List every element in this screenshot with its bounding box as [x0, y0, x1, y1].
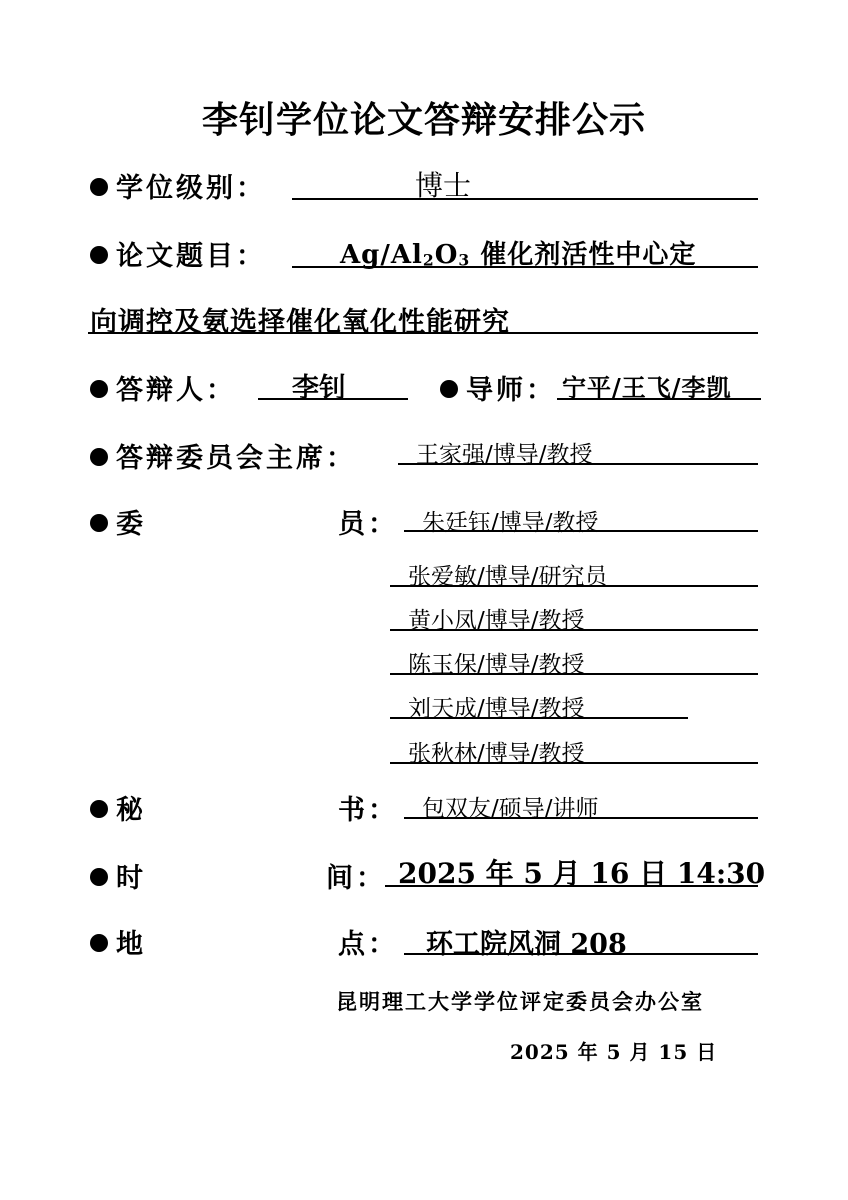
- member-item: 黄小凤/博导/教授: [408, 608, 585, 634]
- member-item: 张秋林/博导/教授: [408, 741, 585, 767]
- secretary-label-right: 书：: [338, 795, 398, 826]
- secretary-label-left: 秘: [116, 795, 146, 826]
- time-value: 2025 年 5 月 16 日 14:30: [398, 857, 766, 890]
- thesis-title-line1: [340, 234, 696, 271]
- members-label-row: [90, 502, 146, 541]
- members-label-right: 员：: [338, 509, 398, 540]
- thesis-line1-rest: 催化剂活性中心定: [470, 240, 697, 270]
- chem-sub-2: 3: [458, 250, 471, 270]
- advisor-label: 导师：: [466, 375, 556, 406]
- defender-label: 答辩人：: [116, 375, 236, 406]
- degree-label-row: [90, 166, 266, 205]
- defender-label-row: [90, 368, 236, 407]
- bullet-icon: [90, 800, 108, 818]
- chair-label: 答辩委员会主席：: [116, 443, 356, 474]
- bullet-icon: [440, 380, 458, 398]
- member-item: 张爱敏/博导/研究员: [408, 564, 608, 590]
- chair-value: 王家强/博导/教授: [416, 442, 593, 468]
- place-label-right: 点：: [338, 929, 398, 960]
- bullet-icon: [90, 868, 108, 886]
- thesis-label-row: [90, 234, 266, 273]
- bullet-icon: [90, 246, 108, 264]
- advisor-label-row: [440, 368, 556, 407]
- thesis-title-line2: 向调控及氨选择催化氧化性能研究: [90, 307, 510, 338]
- secretary-value: 包双友/硕导/讲师: [422, 796, 599, 822]
- member-item: 刘天成/博导/教授: [408, 696, 585, 722]
- bullet-icon: [90, 448, 108, 466]
- bullet-icon: [90, 934, 108, 952]
- chair-label-row: [90, 436, 356, 475]
- page-title: 李钊学位论文答辩安排公示: [201, 99, 646, 141]
- place-label-row: [90, 922, 146, 961]
- degree-label: 学位级别：: [116, 173, 266, 204]
- time-label-row: [90, 856, 146, 895]
- time-label-left: 时: [116, 863, 146, 894]
- footer-date: 2025 年 5 月 15 日: [510, 1040, 718, 1064]
- bullet-icon: [90, 178, 108, 196]
- thesis-underline-2: [88, 332, 758, 334]
- member-item: 陈玉保/博导/教授: [408, 652, 585, 678]
- member-item: 朱廷钰/博导/教授: [422, 510, 599, 536]
- thesis-label: 论文题目：: [116, 241, 266, 272]
- chem-prefix: Ag/Al: [340, 240, 423, 270]
- members-label-left: 委: [116, 509, 146, 540]
- bullet-icon: [90, 380, 108, 398]
- defender-value: 李钊: [292, 373, 346, 404]
- degree-underline: [292, 198, 758, 200]
- footer-office: 昆明理工大学学位评定委员会办公室: [336, 989, 704, 1014]
- time-label-right: 间：: [326, 863, 386, 894]
- secretary-label-row: [90, 788, 146, 827]
- advisor-value: 宁平/王飞/李凯: [562, 373, 732, 402]
- chem-sub-1: 2: [422, 250, 435, 270]
- place-label-left: 地: [116, 929, 146, 960]
- place-value: 环工院风洞 208: [426, 929, 627, 960]
- bullet-icon: [90, 514, 108, 532]
- degree-value: 博士: [415, 169, 472, 202]
- chem-mid: O: [434, 240, 459, 270]
